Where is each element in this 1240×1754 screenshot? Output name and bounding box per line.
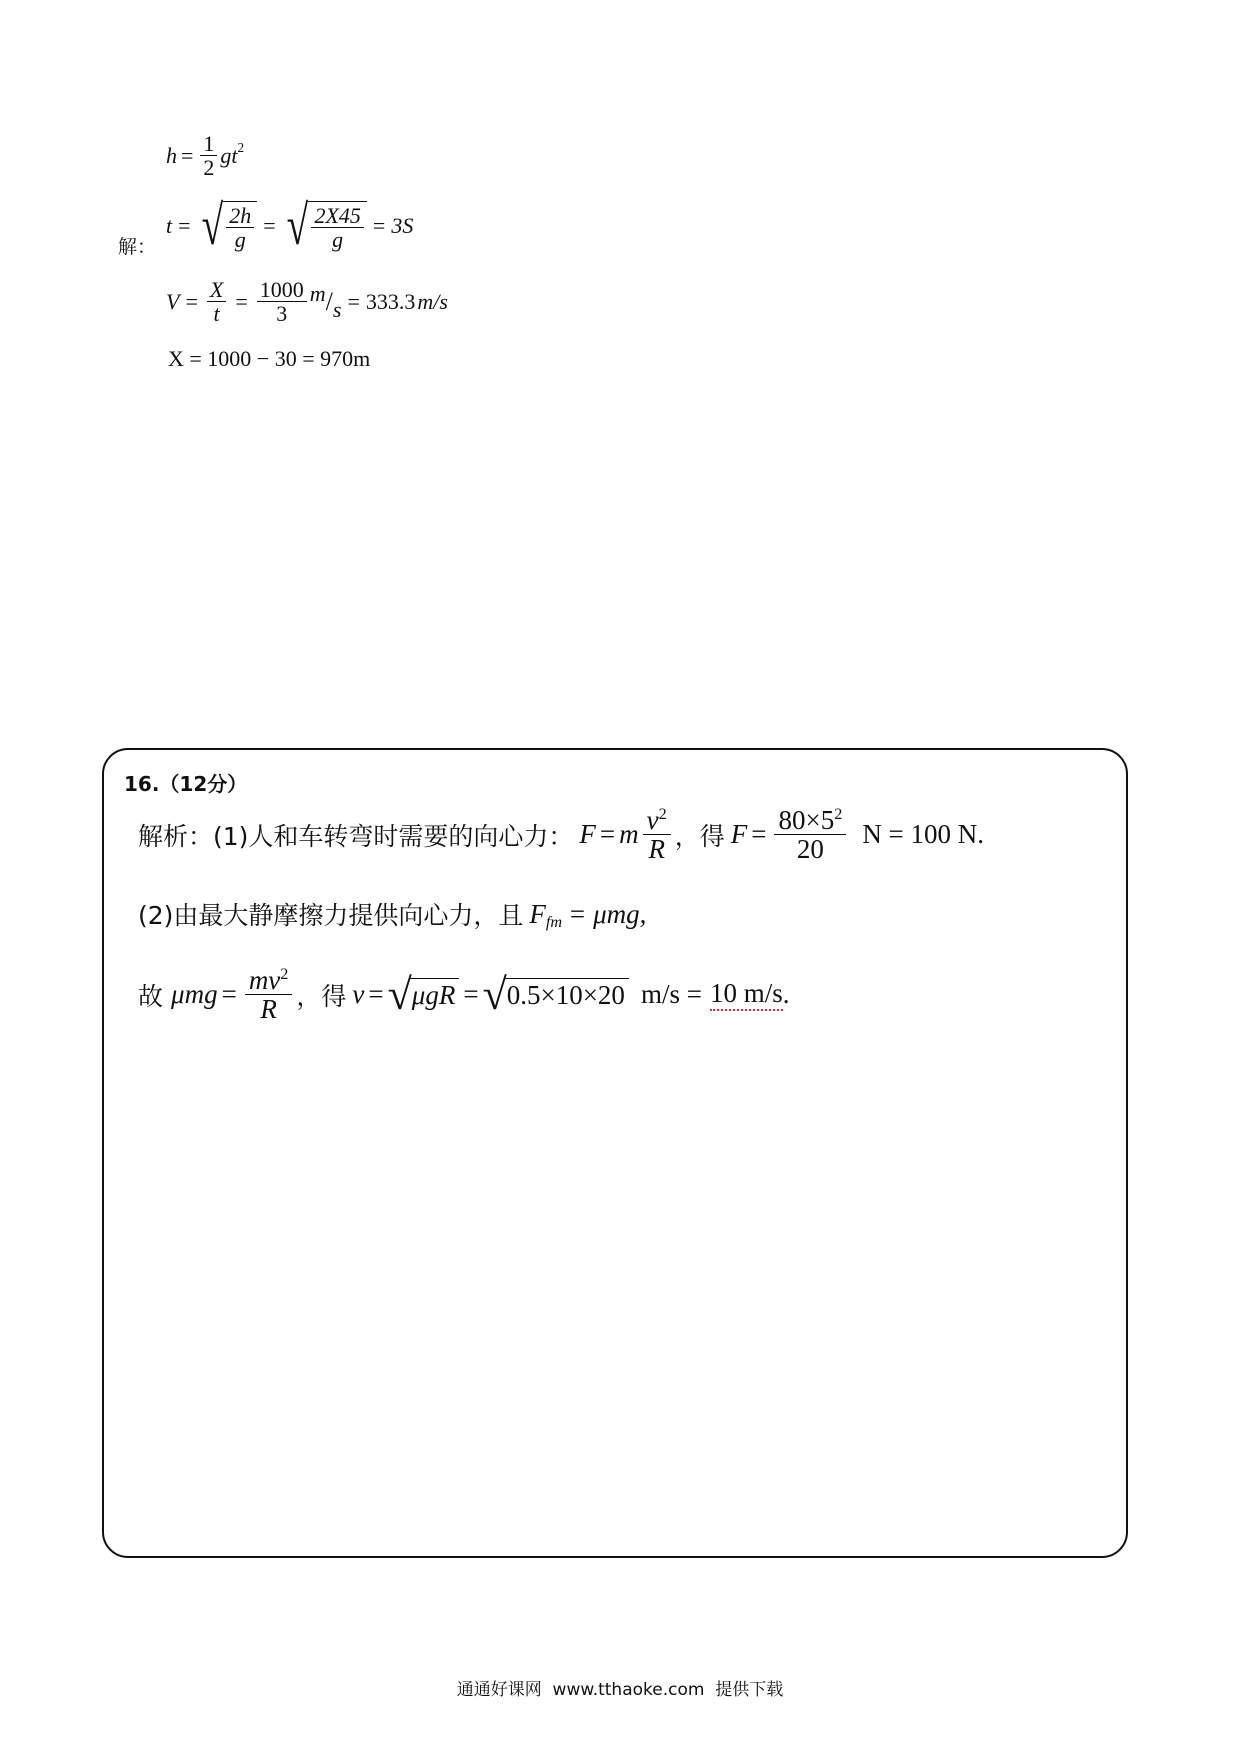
answer-box	[102, 748, 1128, 1558]
part3-mid: ，得	[296, 981, 347, 1011]
eq4-text: X = 1000 − 30 = 970m	[168, 346, 371, 371]
part1-line: 解析：(1)人和车转弯时需要的向心力： F = m $\frac{v^2}{R}$ ，得 F = $\frac{80\times 5^2}{20}$ N = 100 N.	[138, 805, 985, 865]
part2-line	[138, 896, 646, 932]
part3-den: R	[260, 994, 277, 1025]
solution-label-text: 解：	[118, 236, 157, 258]
part3-v: v	[352, 979, 365, 1010]
eq1-rest: gt	[220, 142, 238, 168]
question-number: 16.（12分）	[124, 772, 248, 796]
equation-height: h = $\frac{1}{2}$ gt $^2$	[166, 131, 245, 181]
part3-line: 故 μmg = $\frac{mv^2}{R}$ ，得 v = √ μgR = √ 0.5×10×20 m/s = 10 m/s .	[138, 965, 790, 1025]
part3-prefix: 故	[138, 981, 164, 1011]
eq2-sqrt1: √ $\frac{2h}{g}$	[197, 198, 258, 254]
eq1-fraction	[200, 132, 217, 179]
part1-F: F	[579, 819, 596, 850]
part1-calc-exp: 2	[834, 805, 843, 823]
part3-fraction	[245, 966, 293, 1024]
part2-F: F	[529, 898, 546, 929]
part2-rhs: = μmg,	[568, 898, 647, 929]
part1-calc-num: 80×5	[778, 805, 835, 835]
part1-R: R	[648, 834, 665, 865]
part1-calc-den: 20	[796, 834, 824, 865]
footer-text: 通通好课网 www.tthaoke.com 提供下载	[456, 1680, 784, 1700]
eq3-f2-den: 3	[276, 301, 288, 327]
footer	[0, 1675, 1240, 1700]
eq1-lhs: h	[166, 142, 177, 168]
solution-label	[118, 232, 156, 259]
part1-mid: ，得	[674, 821, 725, 851]
part3-period: .	[782, 979, 790, 1010]
part3-num-exp: 2	[280, 965, 289, 983]
equation-velocity: V = $\frac{X}{t}$ = $\frac{1000}{3}$ m / s = 333.3 m/s	[166, 277, 448, 327]
part2-prefix: (2)由最大静摩擦力提供向心力，且	[138, 901, 524, 930]
part3-sqrt2: √ 0.5×10×20	[483, 973, 629, 1017]
equation-time: t = √ $\frac{2h}{g}$ = √ $\frac{2X45}{g}$ = 3S	[166, 195, 414, 257]
eq3-lhs: V	[166, 288, 180, 314]
part1-v: v	[646, 805, 659, 835]
part1-prefix: 解析：(1)人和车转弯时需要的向心力：	[138, 821, 574, 851]
part1-result: N = 100 N.	[862, 819, 985, 850]
eq2-sqrt2: √ $\frac{2X45}{g}$	[282, 198, 367, 254]
eq2-sqrt1-den: g	[234, 227, 246, 252]
eq3-unit-den: s	[332, 296, 342, 322]
eq3-unit-num: m	[309, 280, 326, 306]
eq1-exp: 2	[237, 140, 245, 155]
part1-calc-fraction	[774, 806, 846, 864]
question-heading	[124, 768, 247, 797]
eq3-result-unit: m/s	[417, 288, 448, 314]
part1-fraction	[643, 806, 671, 864]
part3-sqrt1: √ μgR	[388, 973, 460, 1017]
part1-m: m	[619, 819, 639, 850]
eq1-frac-den: 2	[203, 155, 215, 181]
part3-lhs: μmg	[171, 979, 218, 1010]
part3-result: 10 m/s	[710, 978, 783, 1011]
eq3-result: 333.3	[365, 288, 416, 314]
part3-sqrt1-body: μgR	[410, 978, 460, 1011]
part1-v-exp: 2	[658, 805, 667, 823]
part3-unit: m/s =	[640, 979, 702, 1010]
part3-sqrt2-body: 0.5×10×20	[505, 978, 629, 1011]
eq2-sqrt2-den: g	[332, 227, 344, 252]
eq1-frac-num: 1	[200, 132, 217, 156]
eq2-sqrt1-num: 2h	[226, 204, 254, 228]
eq3-f2-num: 1000	[257, 278, 307, 302]
part2-F-sub: fm	[545, 913, 563, 931]
eq2-result: 3S	[391, 213, 414, 238]
eq2-sqrt2-num: 2X45	[311, 204, 363, 228]
equation-distance	[168, 346, 370, 372]
eq2-lhs: t	[166, 213, 173, 238]
part3-num: mv	[248, 965, 281, 995]
eq3-f1-num: X	[207, 278, 226, 302]
eq3-f1-den: t	[213, 301, 220, 327]
part1-F2: F	[730, 819, 748, 850]
